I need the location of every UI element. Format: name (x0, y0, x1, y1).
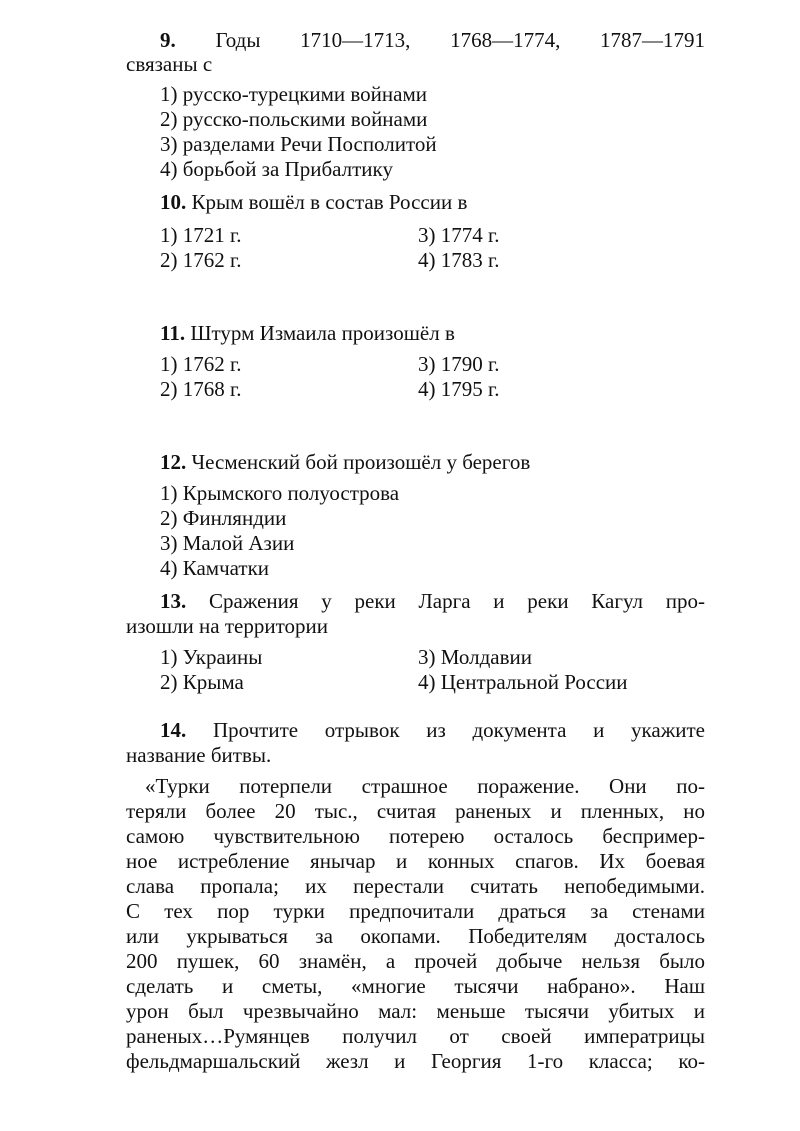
question-14-line-1 (160, 718, 705, 742)
passage-line: «Турки потерпели страшное поражение. Они по- (145, 774, 705, 798)
question-13-option-1: 1) Украины (160, 645, 263, 669)
passage-line: урон был чрезвычайно мал: меньше тысячи убитых и (126, 999, 705, 1023)
question-11-option-1: 1) 1762 г. (160, 352, 242, 376)
question-9-option-1: 1) русско-турецкими войнами (160, 82, 428, 106)
question-13-number: 13. (160, 589, 187, 613)
question-10-text: Крым вошёл в состав России в (191, 190, 468, 214)
question-11-number: 11. (160, 321, 186, 345)
question-11-option-4: 4) 1795 г. (418, 377, 500, 401)
question-12-line (160, 450, 530, 474)
question-9-option-4: 4) борьбой за Прибалтику (160, 157, 393, 181)
question-14-text: Прочтите отрывок из документа и укажите (212, 718, 705, 742)
passage-line: самою чувствительною потерею осталось беспример- (126, 824, 705, 848)
question-13-text: Сражения у реки Ларга и реки Кагул про- (209, 589, 706, 613)
passage-line: сделать и сметы, «многие тысячи набрано». Наш (126, 974, 705, 998)
question-9-line-1 (160, 28, 705, 52)
question-12-option-2: 2) Финляндии (160, 506, 287, 530)
passage-line: С тех пор турки предпочитали драться за стенами (126, 899, 705, 923)
passage-line: слава пропала; их перестали считать непобедимыми. (126, 874, 705, 898)
question-12-option-4: 4) Камчатки (160, 556, 270, 580)
question-9-text: Годы 1710—1713, 1768—1774, 1787—1791 (215, 28, 706, 52)
question-10-option-4: 4) 1783 г. (418, 248, 500, 272)
question-12-option-3: 3) Малой Азии (160, 531, 295, 555)
question-10-number: 10. (160, 190, 187, 214)
question-13-line-2: изошли на территории (126, 614, 328, 638)
question-12-text: Чесменский бой произошёл у берегов (191, 450, 531, 474)
question-11-option-3: 3) 1790 г. (418, 352, 500, 376)
question-10-option-2: 2) 1762 г. (160, 248, 242, 272)
question-11-line (160, 321, 455, 345)
passage-line: фельдмаршальский жезл и Георгия 1-го класса; ко- (126, 1049, 705, 1073)
question-10-option-1: 1) 1721 г. (160, 223, 242, 247)
question-10-line (160, 190, 467, 214)
question-12-option-1: 1) Крымского полуострова (160, 481, 400, 505)
question-14-line-2: название битвы. (126, 743, 272, 767)
question-12-number: 12. (160, 450, 187, 474)
question-11-text: Штурм Измаила произошёл в (190, 321, 455, 345)
passage-line: ное истребление янычар и конных спагов. Их боевая (126, 849, 705, 873)
passage-line: раненых…Румянцев получил от своей императрицы (126, 1024, 705, 1048)
question-13-option-3: 3) Молдавии (418, 645, 532, 669)
question-13-line-1 (160, 589, 705, 613)
question-13-option-2: 2) Крыма (160, 670, 244, 694)
question-11-option-2: 2) 1768 г. (160, 377, 242, 401)
question-10-option-3: 3) 1774 г. (418, 223, 500, 247)
question-9-option-3: 3) разделами Речи Посполитой (160, 132, 437, 156)
question-14-number: 14. (160, 718, 187, 742)
passage-line: теряли более 20 тыс., считая раненых и пленных, но (126, 799, 705, 823)
question-9-number: 9. (160, 28, 176, 52)
question-9-option-2: 2) русско-польскими войнами (160, 107, 428, 131)
question-13-option-4: 4) Центральной России (418, 670, 628, 694)
passage-line: или укрываться за окопами. Победителям досталось (126, 924, 705, 948)
passage-line: 200 пушек, 60 знамён, а прочей добыче нельзя было (126, 949, 705, 973)
question-9-line-2: связаны с (126, 52, 213, 76)
